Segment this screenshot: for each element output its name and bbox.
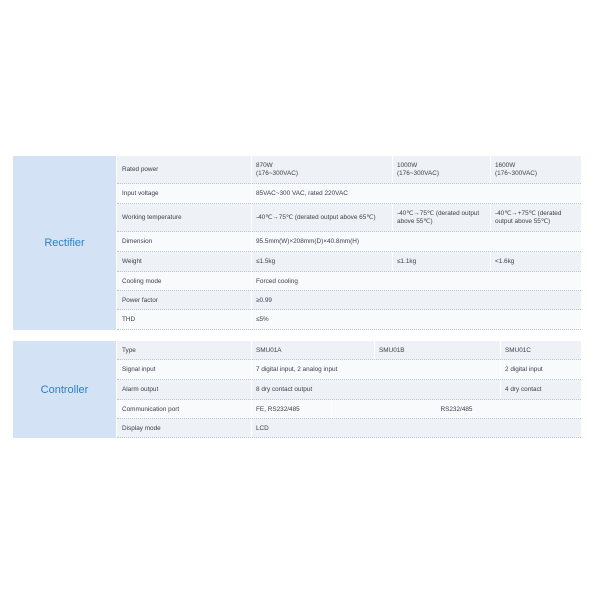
type-smu01a: SMU01A [251, 341, 374, 360]
rated-power-1600w: 1600W (176~300VAC) [490, 156, 581, 184]
weight-1600w: <1.6kg [490, 252, 581, 272]
table-row [117, 272, 581, 291]
row-label: Alarm output [122, 386, 159, 393]
row-label: THD [122, 316, 136, 323]
rectifier-section [13, 156, 581, 330]
row-label: Input voltage [122, 190, 159, 197]
row-label: Cooling mode [122, 277, 162, 285]
alarm-output-c: 4 dry contact [500, 380, 581, 400]
row-label: Display mode [122, 424, 161, 432]
table-row [117, 380, 581, 400]
table-row [117, 360, 581, 380]
row-label: Communication port [122, 405, 180, 413]
rated-power-1000w: 1000W (176~300VAC) [392, 156, 490, 184]
signal-input-c: 2 digital input [500, 360, 581, 380]
table-row [117, 232, 581, 252]
cooling-mode-value: Forced cooling [251, 272, 581, 291]
row-label: Working temperature [122, 214, 182, 221]
type-smu01b: SMU01B [374, 341, 500, 360]
table-row [117, 156, 581, 184]
row-label: Dimension [122, 238, 153, 245]
input-voltage-value: 85VAC~300 VAC, rated 220VAC [251, 184, 581, 204]
table-row [117, 400, 581, 419]
thd-value: ≤5% [251, 310, 581, 330]
table-row [117, 310, 581, 330]
table-row [117, 419, 581, 438]
table-row [117, 341, 581, 360]
signal-input-ab: 7 digital input, 2 analog input [251, 360, 500, 380]
working-temp-1600w: -40℃→+75℃ (derated output above 55℃) [490, 204, 581, 232]
power-factor-value: ≥0.99 [251, 291, 581, 310]
row-label: Weight [122, 258, 142, 265]
table-row [117, 184, 581, 204]
controller-label: Controller [13, 341, 116, 438]
row-label: Rated power [122, 166, 159, 173]
row-label: Type [122, 346, 136, 354]
communication-port-bc: RS232/485 [331, 400, 581, 419]
weight-1000w: ≤1.1kg [392, 252, 490, 272]
rectifier-label: Rectifier [13, 156, 116, 330]
working-temp-870w: -40℃→75℃ (derated output above 65℃) [251, 204, 392, 232]
rated-power-870w: 870W (176~300VAC) [251, 156, 392, 184]
type-smu01c: SMU01C [500, 341, 581, 360]
dimension-value: 95.5mm(W)×208mm(D)×40.8mm(H) [251, 232, 581, 252]
table-row [117, 204, 581, 232]
row-label: Signal input [122, 366, 156, 373]
row-label: Power factor [122, 296, 158, 304]
table-row [117, 291, 581, 310]
display-mode-value: LCD [251, 419, 581, 438]
controller-section [13, 341, 581, 438]
communication-port-a: FE, RS232/485 [251, 400, 331, 419]
weight-870w: ≤1.5kg [251, 252, 392, 272]
working-temp-1000w: -40℃→75℃ (derated output above 55℃) [392, 204, 490, 232]
table-row [117, 252, 581, 272]
alarm-output-ab: 8 dry contact output [251, 380, 500, 400]
